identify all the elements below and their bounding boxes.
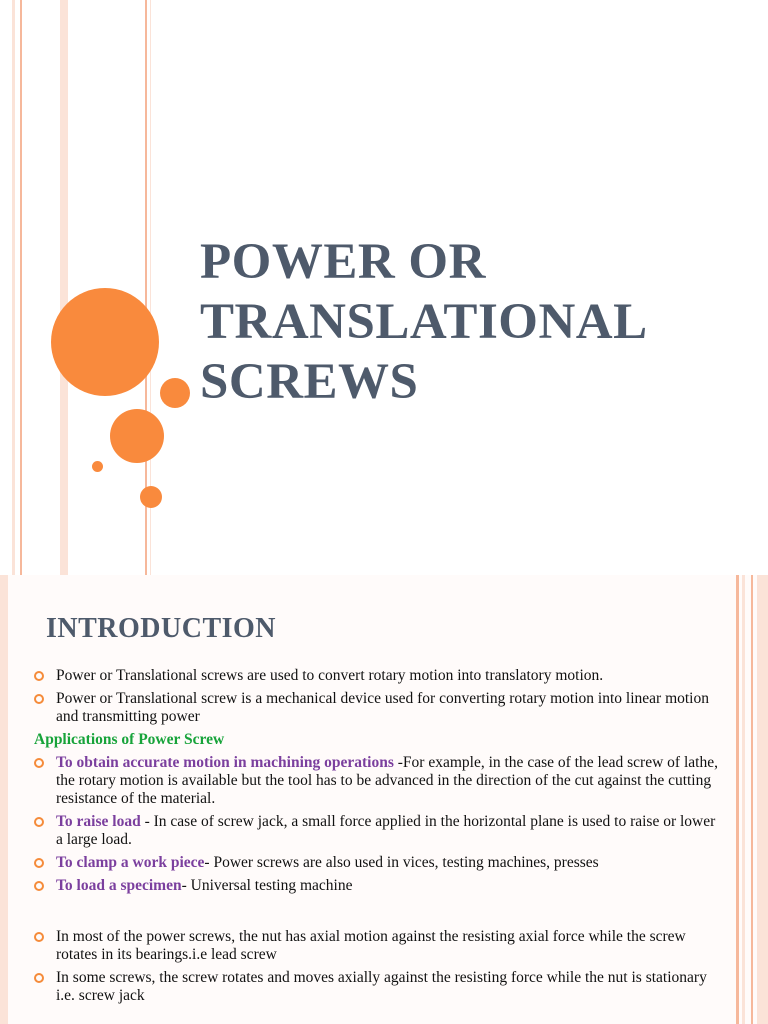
decorative-circle-large — [51, 288, 159, 396]
bullet-circle-icon — [34, 817, 44, 827]
decorative-circle-tiny — [92, 461, 103, 472]
applications-heading: Applications of Power Screw — [34, 731, 225, 748]
slide-body — [34, 667, 724, 1010]
bullet-circle-icon — [34, 932, 44, 942]
bullet-text: Power or Translational screws are used to convert rotary motion into translatory motion. — [56, 667, 604, 684]
application-key: To clamp a work piece — [56, 854, 205, 871]
decorative-circle-small — [160, 378, 190, 408]
list-item — [34, 969, 724, 1005]
list-item — [34, 690, 724, 726]
application-key: To obtain accurate motion in machining operations — [56, 754, 394, 771]
application-text: - In case of screw jack, a small force applied in the horizontal plane is used to raise or lower a large load. — [56, 813, 716, 848]
list-item — [34, 928, 724, 964]
title-line: SCREWS — [200, 354, 419, 410]
spacer — [34, 900, 724, 928]
bullet-circle-icon — [34, 881, 44, 891]
list-item — [34, 877, 724, 895]
decorative-stripe — [0, 575, 8, 1024]
slide-title — [200, 232, 740, 412]
application-text: - Power screws are also used in vices, testing machines, presses — [204, 854, 599, 871]
decorative-stripe — [20, 0, 22, 575]
bullet-text: In some screws, the screw rotates and moves axially against the resisting force while the nut is stationary i.e. screw jack — [56, 969, 707, 1004]
title-line: POWER OR — [200, 234, 486, 290]
list-item — [34, 813, 724, 849]
application-key: To raise load — [56, 813, 141, 830]
decorative-stripe — [742, 575, 745, 1024]
bullet-circle-icon — [34, 671, 44, 681]
bullet-circle-icon — [34, 858, 44, 868]
decorative-circle-small — [140, 486, 162, 508]
content-slide — [0, 575, 768, 1024]
bullet-circle-icon — [34, 758, 44, 768]
bullet-text: Power or Translational screw is a mechanical device used for converting rotary motion into linear motion and transmitting power — [56, 690, 709, 725]
decorative-stripe — [12, 0, 15, 575]
decorative-circle-medium — [110, 409, 164, 463]
decorative-stripe — [60, 0, 68, 575]
list-item — [34, 667, 724, 685]
bullet-text: In most of the power screws, the nut has axial motion against the resisting axial force while the screw rotates in its bearings.i.e lead screw — [56, 928, 686, 963]
application-key: To load a specimen — [56, 877, 182, 894]
application-text: -For example, in the case of the lead screw of lathe, the rotary motion is available but the tool has to be advanced in the direction of the cut against the cutting resistance of the material. — [56, 754, 718, 807]
list-item — [34, 754, 724, 808]
decorative-stripe — [751, 575, 753, 1024]
decorative-stripe — [757, 575, 768, 1024]
decorative-stripe — [736, 575, 739, 1024]
bullet-circle-icon — [34, 973, 44, 983]
title-line: TRANSLATIONAL — [200, 294, 648, 350]
bullet-circle-icon — [34, 694, 44, 704]
application-text: - Universal testing machine — [181, 877, 353, 894]
list-item — [34, 854, 724, 872]
section-heading: INTRODUCTION — [46, 613, 277, 644]
